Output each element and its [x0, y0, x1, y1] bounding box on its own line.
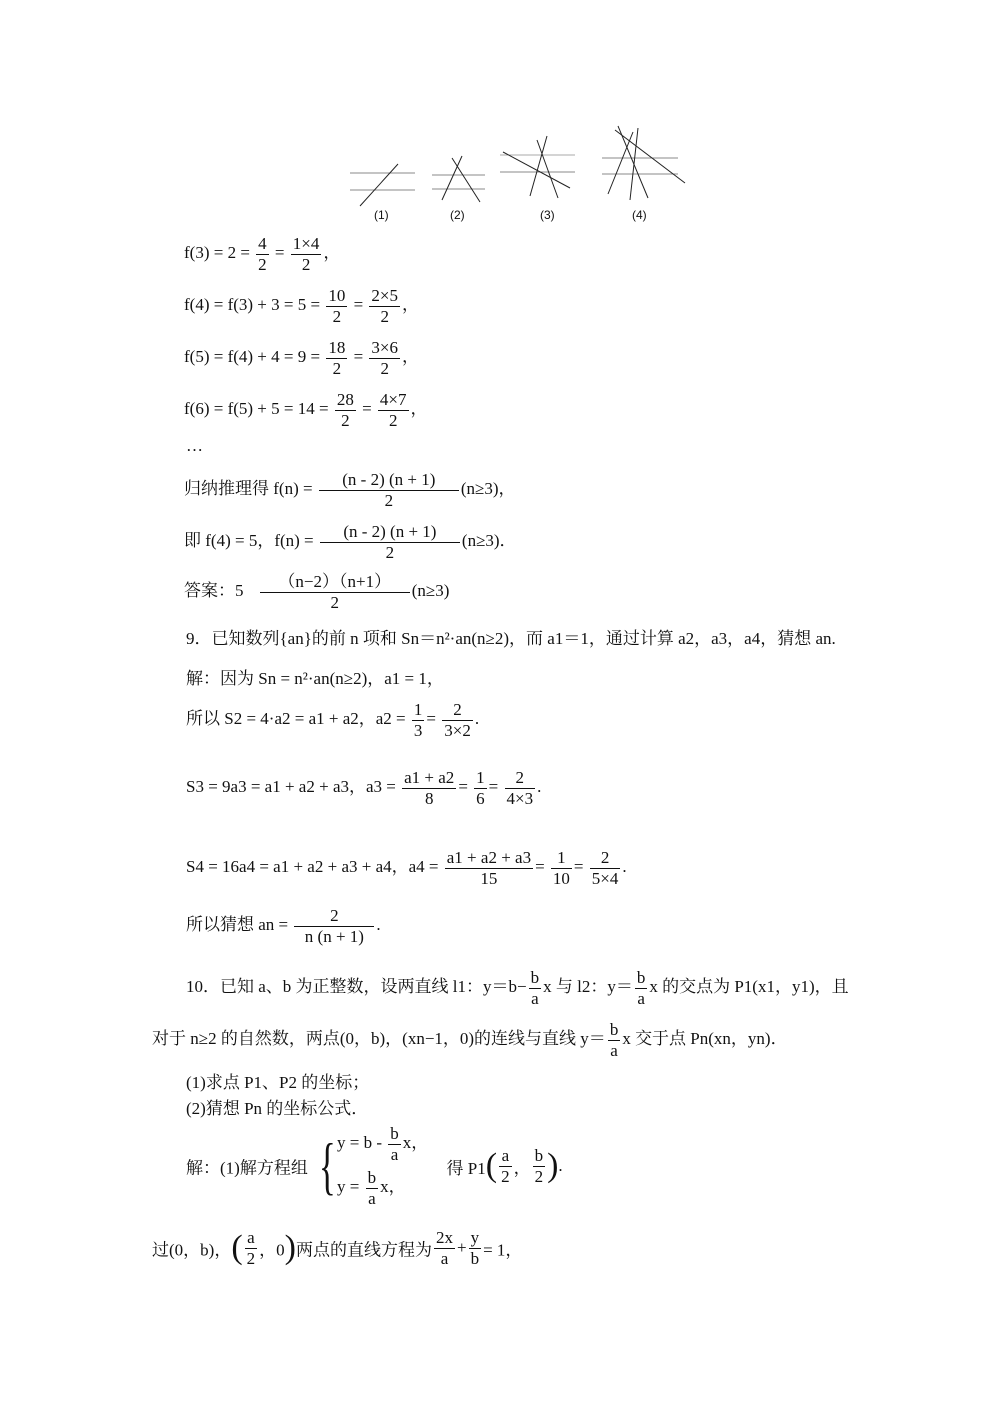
figure-3 [500, 136, 575, 198]
fraction: $\frac{1}{6}$ [476, 768, 485, 808]
figure-caption-1: (1) [374, 208, 389, 222]
right-paren: ) [547, 1147, 559, 1185]
equation-1: y = b - $\frac{b}{a}$ x， [337, 1124, 429, 1164]
f3-text: f(3) = 2 = [184, 242, 250, 262]
stem1-b: x 与 l2：y＝ [543, 976, 633, 996]
fraction: $\frac{2}{3\times 2}$ [444, 700, 471, 740]
figure-4 [602, 126, 685, 200]
fraction: $\frac{(n - 2) (n + 1)}{2}$ [320, 522, 460, 562]
stem1-a: 10．已知 a、b 为正整数，设两直线 l1：y＝b− [186, 976, 527, 996]
left-paren: ( [485, 1147, 498, 1185]
f4-text: f(4) = f(3) + 3 = 5 = [184, 294, 321, 314]
q9-solution-line1: 解：因为 Sn = n²·an(n≥2)，a1 = 1， [186, 669, 444, 688]
q9-s3-line: S3 = 9a3 = a1 + a2 + a3，a3 = $\frac{a1 + a2}{8}$ = $\frac{1}{6}$ = $\frac{2}{4\times 3}$ . [186, 768, 542, 808]
answer-suffix: (n≥3) [411, 580, 450, 600]
fraction: $\frac{2x}{a}$ [435, 1228, 453, 1268]
line-induction [184, 470, 515, 510]
f6-text: f(6) = f(5) + 5 = 14 = [184, 398, 329, 418]
ellipsis: … [186, 436, 203, 455]
fraction: $\frac{4\times 7}{2}$ [379, 390, 407, 430]
last-b: 两点的直线方程为 [295, 1240, 432, 1260]
q9-s2-line: 所以 S2 = 4·a2 = a1 + a2，a2 = $\frac{1}{3}$ = $\frac{2}{3\times 2}$ . [186, 700, 480, 740]
fraction: $\frac{a}{2}$ [246, 1228, 256, 1268]
ji-text: 即 f(4) = 5，f(n) = [184, 530, 314, 550]
figure-caption-2: (2) [450, 208, 465, 222]
q9-guess-line: 所以猜想 an = $\frac{2}{n (n + 1)}$ . [186, 906, 381, 946]
line-answer [184, 572, 449, 612]
fraction: $\frac{2\times 5}{2}$ [371, 286, 399, 326]
fraction: $\frac{1\times 4}{2}$ [292, 234, 320, 274]
f5-text: f(5) = f(4) + 4 = 9 = [184, 346, 321, 366]
q10-last-line: 过(0，b)，( $\frac{a}{2}$ ，0)两点的直线方程为 $\frac{2x}{a}$ + $\frac{y}{b}$ = 1， [152, 1228, 523, 1268]
fraction: $\frac{(n - 2) (n + 1)}{2}$ [319, 470, 459, 510]
s4-text: S4 = 16a4 = a1 + a2 + a3 + a4，a4 = [186, 856, 439, 876]
equation-system [337, 1124, 428, 1208]
solution-mid: 得 P1 [446, 1158, 486, 1178]
fraction: $\frac{10}{2}$ [328, 286, 346, 326]
line-f4: f(4) = f(3) + 3 = 5 = $\frac{10}{2}$ = $\frac{2\times 5}{2}$ ， [184, 286, 420, 326]
fraction: $\frac{(n-2)(n+1)}{2}$ [260, 572, 410, 612]
fraction: $\frac{b}{a}$ [636, 968, 646, 1008]
fraction: $\frac{a1 + a2 + a3}{15}$ [446, 848, 532, 888]
fraction: $\frac{3\times 6}{2}$ [371, 338, 399, 378]
figure-caption-3: (3) [540, 208, 555, 222]
s2-text: 所以 S2 = 4·a2 = a1 + a2，a2 = [186, 708, 406, 728]
induction-text: 归纳推理得 f(n) = [184, 478, 313, 498]
fraction: $\frac{28}{2}$ [336, 390, 354, 430]
right-paren: ) [284, 1229, 296, 1267]
fraction: $\frac{a}{2}$ [501, 1146, 510, 1186]
q10-solution-system: 解：(1)解方程组 { y = b - $\frac{b}{a}$ x， y = $\frac{b}{a}$ x， 得 P1( $\frac{a}{2}$ ， $\frac{b}{2}$ ). [186, 1124, 563, 1208]
fraction: $\frac{18}{2}$ [328, 338, 346, 378]
s3-text: S3 = 9a3 = a1 + a2 + a3，a3 = [186, 776, 396, 796]
q10-stem-line2 [152, 1020, 788, 1060]
fraction: $\frac{1}{10}$ [552, 848, 570, 888]
last-c: = 1， [483, 1240, 523, 1260]
fraction: $\frac{2}{n (n + 1)}$ [294, 906, 374, 946]
stem1-c: x 的交点为 P1(x1，y1)，且 [649, 976, 849, 996]
line-ji [184, 522, 517, 562]
ji-suffix: (n≥3)． [461, 530, 517, 550]
q10-part1: (1)求点 P1、P2 的坐标； [186, 1073, 370, 1092]
fraction: $\frac{4}{2}$ [258, 234, 267, 274]
line-f6: f(6) = f(5) + 5 = 14 = $\frac{28}{2}$ = $\frac{4\times 7}{2}$ ， [184, 390, 428, 430]
fraction: $\frac{b}{a}$ [530, 968, 540, 1008]
solution-prefix: 解：(1)解方程组 [186, 1158, 308, 1178]
stem2-a: 对于 n≥2 的自然数，两点(0，b)，(xn−1，0)的连线与直线 y＝ [152, 1028, 606, 1048]
figure-1 [350, 164, 415, 206]
left-brace: { [318, 1130, 336, 1202]
figure-caption-4: (4) [632, 208, 647, 222]
fraction: $\frac{2}{5\times 4}$ [591, 848, 619, 888]
left-paren: ( [231, 1229, 243, 1267]
q10-part2: (2)猜想 Pn 的坐标公式． [186, 1099, 369, 1118]
figure-2 [432, 156, 485, 202]
last-a: 过(0，b)， [152, 1240, 232, 1260]
guess-text: 所以猜想 an = [186, 914, 289, 934]
q10-stem-line1 [186, 968, 849, 1008]
q9-stem: 9．已知数列{an}的前 n 项和 Sn＝n²·an(n≥2)，而 a1＝1，通过计算 a2，a3，a4，猜想 an. [186, 629, 836, 648]
fraction: $\frac{2}{4\times 3}$ [506, 768, 534, 808]
fraction: $\frac{b}{2}$ [534, 1146, 544, 1186]
q9-s4-line: S4 = 16a4 = a1 + a2 + a3 + a4，a4 = $\frac{a1 + a2 + a3}{15}$ = $\frac{1}{10}$ = $\frac{2}{5\times 4}$ . [186, 848, 627, 888]
fraction: $\frac{b}{a}$ [609, 1020, 619, 1060]
induction-suffix: (n≥3)， [460, 478, 516, 498]
fraction: $\frac{y}{b}$ [470, 1228, 480, 1268]
equation-2: y = $\frac{b}{a}$ x， [337, 1168, 406, 1208]
stem2-b: x 交于点 Pn(xn，yn)． [622, 1028, 788, 1048]
answer-text: 答案：5 [184, 580, 244, 600]
fraction: $\frac{1}{3}$ [413, 700, 423, 740]
fraction: $\frac{a1 + a2}{8}$ [404, 768, 455, 808]
line-f3: f(3) = 2 = $\frac{4}{2}$ = $\frac{1\times 4}{2}$ ， [184, 234, 341, 274]
line-f5: f(5) = f(4) + 4 = 9 = $\frac{18}{2}$ = $\frac{3\times 6}{2}$ ， [184, 338, 420, 378]
